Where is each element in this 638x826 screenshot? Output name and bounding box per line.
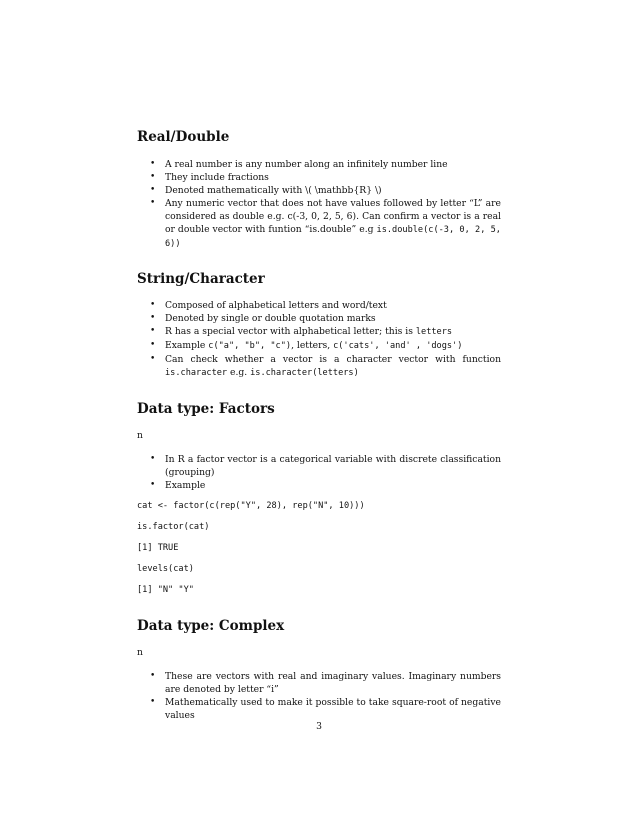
list-real-double [137, 158, 501, 251]
bullet-icon: • [150, 185, 156, 195]
list-item: • In R a factor vector is a categorical variable with discrete classification (grouping) [150, 454, 501, 478]
list-item: • Can check whether a vector is a character vector with function is.character e.g. is.character(letters) [150, 354, 501, 378]
bullet-icon: • [150, 340, 156, 350]
code-output: [1] "N" "Y" [137, 585, 194, 595]
heading-factors: Data type: Factors [137, 401, 275, 417]
list-item: • Example c("a", "b", "c"), letters, c('cats', 'and' , 'dogs') [150, 340, 463, 351]
page-content [137, 128, 501, 722]
inline-code: c('cats', 'and' , 'dogs') [333, 341, 463, 351]
inline-code: letters [415, 327, 453, 337]
list-item: • Composed of alphabetical letters and word/text [150, 300, 387, 311]
page-number: 3 [316, 721, 322, 732]
bullet-icon: • [150, 354, 156, 364]
list-string-character [137, 299, 501, 380]
inline-code: is.character(letters) [250, 368, 359, 378]
bullet-icon: • [150, 480, 156, 490]
list-item: • R has a special vector with alphabetical letter; this is letters [150, 326, 453, 337]
paragraph: n [137, 647, 143, 658]
paragraph: n [137, 430, 143, 441]
inline-code: is.character [165, 368, 228, 378]
code-line: cat <- factor(c(rep("Y", 28), rep("N", 10))) [137, 501, 365, 511]
inline-code: c("a", "b", "c") [208, 341, 292, 351]
bullet-icon: • [150, 454, 156, 464]
bullet-icon: • [150, 300, 156, 310]
bullet-icon: • [150, 172, 156, 182]
list-item: • These are vectors with real and imaginary values. Imaginary numbers are denoted by letter “i” [150, 671, 501, 695]
list-factors [137, 453, 501, 492]
bullet-icon: • [150, 313, 156, 323]
heading-string-character: String/Character [137, 271, 265, 287]
bullet-icon: • [150, 671, 156, 681]
list-item: • They include fractions [150, 172, 269, 183]
list-item: • Any numeric vector that does not have values followed by letter “L” are considered as double e.g. c(-3, 0, 2, 5, 6). Can confirm a vector is a real or double vector with funtion “is.double” e.g is.double(c(-3, 0, 2, 5, 6)) [150, 198, 501, 249]
list-item: • A real number is any number along an infinitely number line [150, 159, 448, 170]
bullet-icon: • [150, 697, 156, 707]
list-item: • Denoted by single or double quotation marks [150, 313, 376, 324]
code-output: [1] TRUE [137, 543, 179, 553]
bullet-icon: • [150, 326, 156, 336]
list-item: • Denoted mathematically with \( \mathbb{R} \) [150, 185, 382, 196]
code-line: is.factor(cat) [137, 522, 210, 532]
bullet-icon: • [150, 159, 156, 169]
code-line: levels(cat) [137, 564, 194, 574]
heading-real-double: Real/Double [137, 129, 230, 145]
list-complex [137, 670, 501, 722]
inline-code: is.double(c(-3, 0, 2, 5, 6)) [165, 225, 501, 249]
bullet-icon: • [150, 198, 156, 208]
list-item: • Example [150, 480, 206, 491]
heading-complex: Data type: Complex [137, 618, 285, 634]
list-item: • Mathematically used to make it possible to take square-root of negative values [150, 697, 501, 721]
